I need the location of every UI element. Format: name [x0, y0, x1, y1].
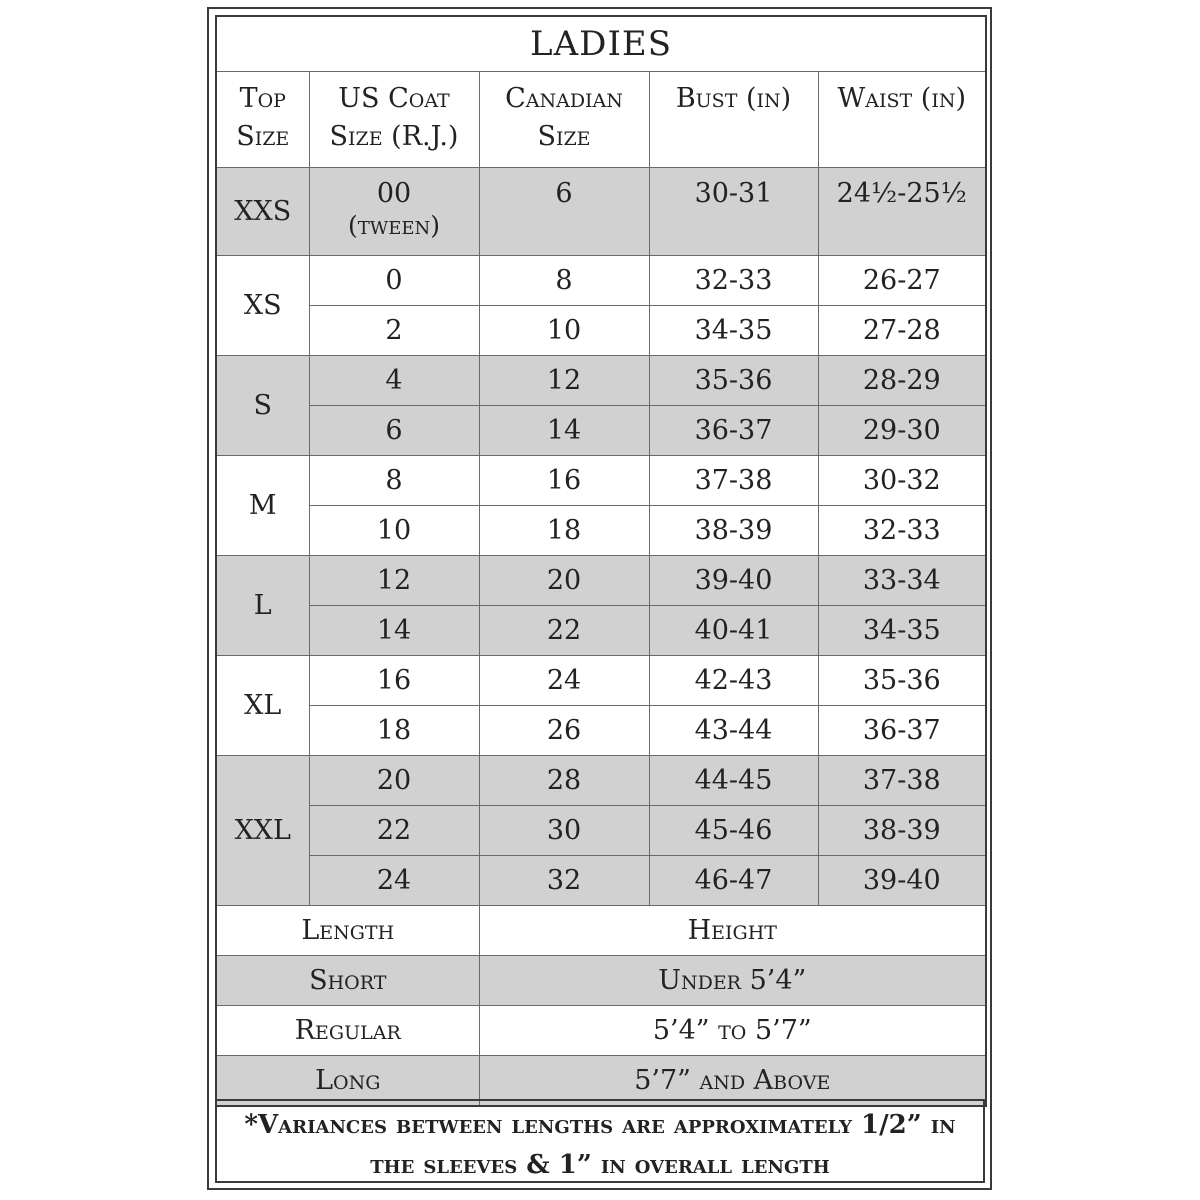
size-row [216, 656, 986, 706]
bust-cell: 38-39 [649, 506, 818, 556]
length-cell: Short [216, 956, 479, 1006]
bust-cell: 39-40 [649, 556, 818, 606]
size-row [216, 356, 986, 406]
size-row [216, 168, 986, 256]
size-row [216, 856, 986, 906]
waist-cell: 24½-25½ [818, 168, 986, 256]
bust-cell: 42-43 [649, 656, 818, 706]
size-row [216, 606, 986, 656]
waist-cell: 38-39 [818, 806, 986, 856]
header-top-size: Top Size [216, 72, 309, 168]
size-row [216, 456, 986, 506]
waist-cell: 33-34 [818, 556, 986, 606]
us-coat-size-value: 00 [376, 178, 412, 209]
us-coat-size-cell: 18 [309, 706, 479, 756]
canadian-size-cell: 20 [479, 556, 649, 606]
top-size-cell: M [216, 456, 309, 556]
top-size-cell: XS [216, 256, 309, 356]
bust-cell: 45-46 [649, 806, 818, 856]
us-coat-size-cell: 22 [309, 806, 479, 856]
bust-cell: 44-45 [649, 756, 818, 806]
us-coat-size-cell: 16 [309, 656, 479, 706]
header-canadian-size: Canadian Size [479, 72, 649, 168]
header-length: Length [216, 906, 479, 956]
canadian-size-cell: 28 [479, 756, 649, 806]
footnote-line-1: *Variances between lengths are approximately 1/2” in [244, 1110, 956, 1140]
header-waist: Waist (in) [818, 72, 986, 168]
top-size-cell: L [216, 556, 309, 656]
bust-cell: 30-31 [649, 168, 818, 256]
us-coat-size-cell: 0 [309, 256, 479, 306]
header-bust: Bust (in) [649, 72, 818, 168]
bust-cell: 46-47 [649, 856, 818, 906]
us-coat-size-cell: 24 [309, 856, 479, 906]
bust-cell: 36-37 [649, 406, 818, 456]
bust-cell: 40-41 [649, 606, 818, 656]
bust-cell: 43-44 [649, 706, 818, 756]
header-us-coat-size: US Coat Size (R.J.) [309, 72, 479, 168]
waist-cell: 39-40 [818, 856, 986, 906]
size-row [216, 306, 986, 356]
canadian-size-cell: 10 [479, 306, 649, 356]
length-cell: Regular [216, 1006, 479, 1056]
waist-cell: 26-27 [818, 256, 986, 306]
canadian-size-cell: 16 [479, 456, 649, 506]
us-coat-size-cell: 10 [309, 506, 479, 556]
canadian-size-cell: 12 [479, 356, 649, 406]
size-chart [215, 15, 985, 1107]
top-size-cell: XL [216, 656, 309, 756]
waist-cell: 32-33 [818, 506, 986, 556]
canadian-size-cell: 18 [479, 506, 649, 556]
footnote [215, 1099, 985, 1183]
canadian-size-cell: 26 [479, 706, 649, 756]
us-coat-size-cell: 4 [309, 356, 479, 406]
us-coat-size-cell: 12 [309, 556, 479, 606]
us-coat-size-note: (tween) [347, 211, 441, 240]
us-coat-size-cell: 14 [309, 606, 479, 656]
canadian-size-cell: 32 [479, 856, 649, 906]
us-coat-size-cell: 20 [309, 756, 479, 806]
waist-cell: 28-29 [818, 356, 986, 406]
us-coat-size-cell: 2 [309, 306, 479, 356]
length-cell: Long [216, 1056, 479, 1107]
header-height: Height [479, 906, 986, 956]
canadian-size-cell: 22 [479, 606, 649, 656]
canadian-size-cell: 6 [479, 168, 649, 256]
top-size-cell: XXS [216, 168, 309, 256]
top-size-cell: S [216, 356, 309, 456]
waist-cell: 29-30 [818, 406, 986, 456]
size-table [215, 15, 987, 1107]
waist-cell: 34-35 [818, 606, 986, 656]
height-cell: 5’4” to 5’7” [479, 1006, 986, 1056]
size-row [216, 806, 986, 856]
bust-cell: 34-35 [649, 306, 818, 356]
height-cell: Under 5’4” [479, 956, 986, 1006]
waist-cell: 36-37 [818, 706, 986, 756]
size-row [216, 406, 986, 456]
canadian-size-cell: 14 [479, 406, 649, 456]
waist-cell: 37-38 [818, 756, 986, 806]
footnote-line-2: the sleeves & 1” in overall length [370, 1150, 830, 1180]
length-row [216, 956, 986, 1006]
size-row [216, 256, 986, 306]
waist-cell: 35-36 [818, 656, 986, 706]
canadian-size-cell: 8 [479, 256, 649, 306]
size-row [216, 706, 986, 756]
us-coat-size-cell [309, 168, 479, 256]
chart-title: LADIES [216, 16, 986, 72]
size-row [216, 506, 986, 556]
canadian-size-cell: 24 [479, 656, 649, 706]
size-row [216, 556, 986, 606]
waist-cell: 30-32 [818, 456, 986, 506]
top-size-cell: XXL [216, 756, 309, 906]
bust-cell: 32-33 [649, 256, 818, 306]
bust-cell: 37-38 [649, 456, 818, 506]
height-cell: 5’7” and Above [479, 1056, 986, 1107]
us-coat-size-cell: 6 [309, 406, 479, 456]
size-row [216, 756, 986, 806]
length-row [216, 1006, 986, 1056]
waist-cell: 27-28 [818, 306, 986, 356]
canadian-size-cell: 30 [479, 806, 649, 856]
us-coat-size-cell: 8 [309, 456, 479, 506]
bust-cell: 35-36 [649, 356, 818, 406]
